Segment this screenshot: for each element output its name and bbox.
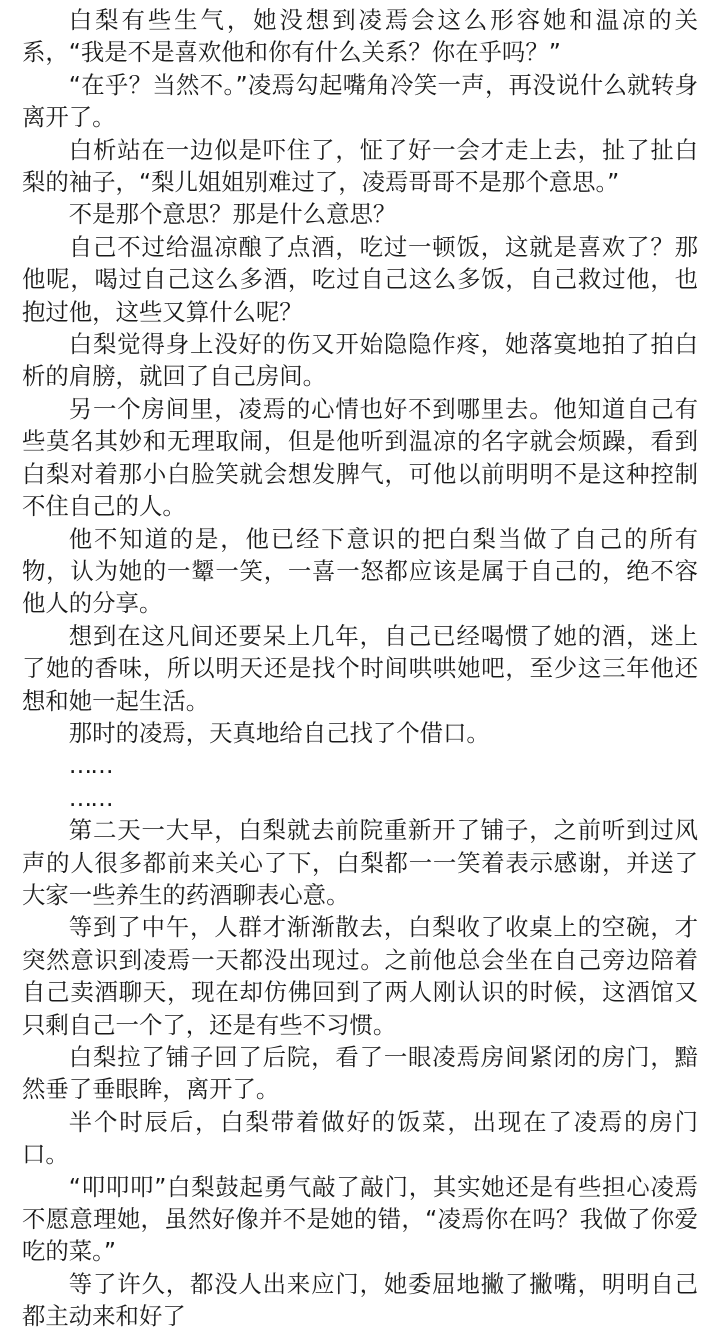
paragraph: 白梨有些生气，她没想到凌焉会这么形容她和温凉的关系，“我是不是喜欢他和你有什么关系？你在乎吗？” — [22, 6, 698, 67]
paragraph: 另一个房间里，凌焉的心情也好不到哪里去。他知道自己有些莫名其妙和无理取闹，但是他听到温凉的名字就会烦躁，看到白梨对着那小白脸笑就会想发脾气，可他以前明明不是这种控制不住自己的人。 — [22, 394, 698, 521]
paragraph: 那时的凌焉，天真地给自己找了个借口。 — [68, 718, 490, 747]
paragraph: 不是那个意思？那是什么意思？ — [68, 200, 397, 229]
scene-break: …… — [68, 783, 112, 812]
paragraph: 白梨觉得身上没好的伤又开始隐隐作疼，她落寞地拍了拍白析的肩膀，就回了自己房间。 — [22, 330, 698, 391]
paragraph: 他不知道的是，他已经下意识的把白梨当做了自己的所有物，认为她的一颦一笑，一喜一怒都应该是属于自己的，绝不容他人的分享。 — [22, 524, 698, 618]
paragraph: 第二天一大早，白梨就去前院重新开了铺子，之前听到过风声的人很多都前来关心了下，白梨都一一笑着表示感谢，并送了大家一些养生的药酒聊表心意。 — [22, 816, 698, 909]
paragraph: 白梨拉了铺子回了后院，看了一眼凌焉房间紧闭的房门，黯然垂了垂眼眸，离开了。 — [22, 1043, 698, 1104]
scene-break: …… — [68, 751, 112, 780]
paragraph: 白析站在一边似是吓住了，怔了好一会才走上去，扯了扯白梨的袖子，“梨儿姐姐别难过了，凌焉哥哥不是那个意思。” — [22, 135, 698, 197]
paragraph: 等了许久，都没人出来应门，她委屈地撇了撇嘴，明明自己都主动来和好了 — [22, 1269, 698, 1331]
paragraph: 等到了中午，人群才渐渐散去，白梨收了收桌上的空碗，才突然意识到凌焉一天都没出现过。之前他总会坐在自己旁边陪着自己卖酒聊天，现在却仿佛回到了两人刚认识的时候，这酒馆又只剩自己一个了，还是有些不习惯。 — [22, 913, 698, 1039]
paragraph: 想到在这凡间还要呆上几年，自己已经喝惯了她的酒，迷上了她的香味，所以明天还是找个时间哄哄她吧，至少这三年他还想和她一起生活。 — [22, 621, 698, 715]
paragraph: 半个时辰后，白梨带着做好的饭菜，出现在了凌焉的房门口。 — [22, 1107, 698, 1169]
paragraph: 自己不过给温凉酿了点酒，吃过一顿饭，这就是喜欢了？那他呢，喝过自己这么多酒，吃过自己这么多饭，自己救过他，也抱过他，这些又算什么呢？ — [22, 232, 698, 326]
novel-text-page — [22, 0, 698, 1331]
paragraph: “在乎？当然不。”凌焉勾起嘴角冷笑一声，再没说什么就转身离开了。 — [22, 70, 698, 132]
paragraph: “叩叩叩”白梨鼓起勇气敲了敲门，其实她还是有些担心凌焉不愿意理她，虽然好像并不是她的错，“凌焉你在吗？我做了你爱吃的菜。” — [22, 1172, 698, 1266]
